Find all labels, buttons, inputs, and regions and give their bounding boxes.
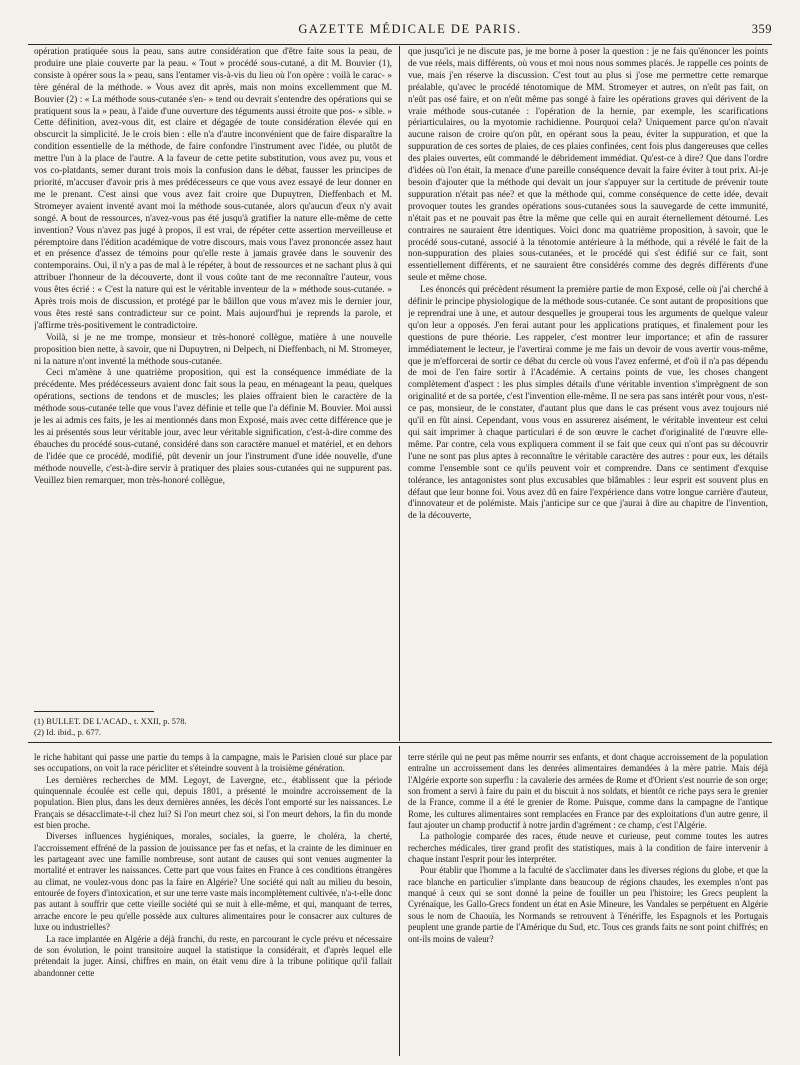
upper-column-divider [399,46,400,741]
upper-left-column [34,47,392,707]
paragraph: Ceci m'amène à une quatrième proposition, qui est la conséquence immédiate de la précédente. Mes prédécesseurs avaient donc fait sous la peau, en ménageant la peau, quelques opérations, sections de tendons et de muscles; les plaies offraient bien le caractère de la méthode sous-cutanée telle que vous l'avez définie et telle que l'a définie M. Bouvier. Moi aussi je les ai admis ces faits, je les ai mentionnés dans mon Exposé, mais avec cette différence que je les ai présentés sous leur véritable jour, avec leur véritable signification, c'est-à-dire comme des ébauches du procédé sous-cutané, considéré dans son caractère manuel et matériel, et en dehors de l'idée que ce procédé, modifié, pût devenir un jour l'instrument d'une idée nouvelle, d'une méthode nouvelle, c'est-à-dire servir à pratiquer des plaies sous-cutanées qui ne suppurent pas. Veuillez bien remarquer, mon très-honoré collègue, [34,368,392,486]
paragraph: Les dernières recherches de MM. Legoyt, de Lavergne, etc., établissent que la période quinquennale écoulée est celle qui, depuis 1801, a présenté le moindre accroissement de la population. Bien plus, dans les deux dernières années, les décès l'ont emporté sur les naissances. Le Français se désacclimate-t-il chez lui? Si l'on meurt chez soi, si l'on meurt dehors, la fin du monde est bien proche. [34,774,392,831]
journal-title: GAZETTE MÉDICALE DE PARIS. [298,22,522,36]
lower-right-column [408,752,768,1052]
page-number: 359 [751,22,772,36]
header-rule [28,44,772,45]
paragraph: Les énoncés qui précèdent résument la première partie de mon Exposé, celle où j'ai cherché à définir le principe physiologique de la méthode sous-cutanée. Ce sont autant de propositions que je reprendrai une à une, et autour desquelles je grouperai tous les arguments de quelque valeur qu'on leur a opposés. J'en ferai autant pour les applications pratiques, et finalement pour les questions de pure théorie. Les rappeler, c'est montrer leur importance; et afin de rassurer immédiatement le lecteur, je l'avertirai comme je me fais un devoir de vous avertir vous-même, que je m'efforcerai de sortir ce débat du cercle où vous l'avez enfermé, et d'où il n'a pas dépendu de moi de l'en faire sortir à l'Académie. A certains points de vue, les choses changent complètement d'aspect : les plus simples détails d'une véritable invention s'imprègnent de son originalité et de sa portée, c'est l'invention elle-même. Il ne sera pas sans intérêt pour vous, n'est-ce pas, monsieur, de le constater, d'autant plus que dans le cas présent vous avez toujours nié qu'il en fût ainsi. Cependant, vous vous en assurerez aisément, le véritable inventeur est celui qui sait imprimer à chaque particulari é de son œuvre le cachet d'originalité de l'œuvre elle-même. Par contre, cela vous expliquera comment il se fait que ceux qui n'ont pas su découvrir l'une ne sont pas plus aptes à reconnaître le véritable caractère des autres : pour eux, les détails comme l'ensemble sont ce qu'ils peuvent voir et comprendre. Dans ce sentiment d'exquise tolérance, les antagonistes sont plus excusables que blâmables : leur esprit est souvent plus en défaut que leur bonne foi. Vous avez dû en faire l'expérience dans votre longue carrière d'auteur, d'innovateur et de polémiste. Mais j'anticipe sur ce que j'aurai à dire au chapitre de l'invention, de la découverte, [408,285,768,522]
footnotes [34,716,392,738]
lower-column-divider [399,746,400,1056]
footnote-rule [34,711,154,712]
section-rule [28,742,772,743]
upper-right-column [408,47,768,740]
footnote: (2) Id. ibid., p. 677. [34,727,102,737]
page-header [48,22,772,42]
paragraph: que jusqu'ici je ne discute pas, je me borne à poser la question : je ne fais qu'énoncer les points de vue réels, mais différents, où vous et moi nous nous sommes placés. Je rappelle ces points de vue, mais j'en réserve la discussion. C'est tout au plus si j'ose me permettre cette remarque préalable, qu'avec le procédé ténotomique de MM. Stromeyer et autres, on n'eût pas fait, on n'eût pas osé faire, et on n'eût même pas songé à faire les opérations graves qui dérivent de la vraie méthode sous-cutanée : l'opération de la hernie, par exemple, les scarifications périarticulaires, ou la myotomie rachidienne. Pourquoi cela? Uniquement parce qu'on n'avait aucune raison de croire qu'on pût, en opérant sous la peau, éviter la suppuration, et que la suppuration de ces sortes de plaies, de ces plaies confinées, cent fois plus dangereuses que celles des plaies ouvertes, eût commandé le débridement immédiat. Qu'est-ce à dire? Que dans l'ordre d'idées où l'on était, la menace d'une pareille conséquence devait la faire éviter à tout prix. Ai-je besoin d'ajouter que la méthode qui devait un jour s'appuyer sur la certitude de prévenir toute suppuration n'était pas née? et que la méthode qui, comme conséquence de cette idée, devait provoquer toutes les grandes opérations sous-cutanées sous la sauvegarde de cette immunité, n'était pas et ne pouvait pas être la même que celle qui en aurait éternellement détourné. Les contraires ne sauraient être identiques. Voici donc ma quatrième proposition, à savoir, que le procédé sous-cutané, associé à la ténotomie antérieure à la méthode, qui a révélé le fait de la non-suppuration des plaies sous-cutanées, et le procédé qui s'est édifié sur ce fait, sont essentiellement différents, et ne sauraient être considérés comme des degrés différents d'une seule et même chose. [408,47,768,284]
paragraph: Pour établir que l'homme a la faculté de s'acclimater dans les diverses régions du globe, et que la race blanche en particulier s'implante dans beaucoup de régions chaudes, les exemples n'ont pas manqué à ceux qui se sont donné la peine de fouiller un peu l'histoire; les Grecs peuplent la Cyrénaïque, les Gallo-Grecs fondent un état en Asie Mineure, les Vandales se perpétuent en Algérie sous le nom de Chaouïa, les Normands se retrouvent à Ténériffe, les Espagnols et les Portugais peuplent une grande partie de l'Amérique du Sud, etc. Tous ces grands faits ne sont point chiffrés; en ont-ils moins de valeur? [408,865,768,944]
paragraph: La pathologie comparée des races, étude neuve et curieuse, peut comme toutes les autres recherches médicales, tirer grand profit des statistiques, mais à la condition de faire intervenir à chaque instant l'esprit pour les interpréter. [408,831,768,865]
paragraph: Voilà, si je ne me trompe, monsieur et très-honoré collègue, matière à une nouvelle proposition bien nette, à savoir, que ni Dupuytren, ni Delpech, ni Dieffenbach, ni M. Stromeyer, ni la nature n'ont inventé la méthode sous-cutanée. [34,332,392,367]
paragraph: La race implantée en Algérie a déjà franchi, du reste, en parcourant le cycle prévu et nécessaire de son évolution, le point transitoire auquel la statistique la considérait, et d'après lequel elle prétendait la juger. Ainsi, chiffres en main, on était venu dire à la tribune politique qu'il fallait abandonner cette [34,933,392,978]
paragraph: terre stérile qui ne peut pas même nourrir ses enfants, et dont chaque accroissement de la population entraîne un accroissement dans les denrées alimentaires demandées à la mère patrie. Mais déjà l'Algérie exporte son superflu : la cavalerie des armées de Rome et d'Orient s'est nourrie de son orge; son froment a servi à faire du pain et du biscuit à nos soldats, et bientôt ce riche pays sera le grenier de la France, comme il a été le grenier de Rome. Puisque, comme dans la campagne de l'antique Rome, les cultures alimentaires sont remplacées en France par des exploitations d'un autre genre, il faut ajouter un champ productif à notre jardin d'agrément : ce champ, c'est l'Algérie. [408,752,768,831]
lower-left-column [34,752,392,1052]
paragraph: Diverses influences hygiéniques, morales, sociales, la guerre, le choléra, la cherté, l'accroissement effréné de la passion de jouissance per fas et nefas, et la crainte de les diminuer en les partageant avec une famille nombreuse, sont autant de causes qui sont venues augmenter la mortalité et entraver les naissances. Cette part que vous faites en France à ces conditions étrangères au climat, ne voulez-vous donc pas la faire en Algérie? Une société qui naît au milieu du besoin, entourée de foyers d'intoxication, et sur une terre vaste mais incomplètement cultivée, n'a-t-elle donc pas autant à souffrir que cette vieille société qui se nuit à elle-même, et qui, manquant de terres, arrache encore le peu qu'elle possède aux cultures alimentaires pour le consacrer aux cultures de luxe ou industrielles? [34,831,392,933]
paragraph: opération pratiquée sous la peau, sans autre considération que d'être faite sous la peau, de produire une plaie couverte par la peau. « Tout » procédé sous-cutané, a dit M. Bouvier (1), consiste à opérer sous la » peau, sans l'entamer vis-à-vis du lieu où l'on opère : voilà le carac- » tère général de la méthode. » Vous avez dit après, mais non moins excellemment que M. Bouvier (2) : « La méthode sous-cutanée s'en- » tend ou devrait s'entendre des opérations qui se pratiquent sous la » peau, à l'aide d'une ouverture des téguments aussi étroite que pos- » sible. » Cette définition, avez-vous dit, est claire et dégagée de toute considération élevée qui en obscurcit la simplicité. Je le crois bien : elle n'a d'autre inconvénient que de faire disparaître la condition essentielle de la méthode, de faire confondre l'instrument avec l'idée, ou plutôt de mettre l'un à la place de l'autre. A la faveur de cette petite substitution, vous avez pu, vous et vos co-platdants, semer durant trois mois la confusion dans le débat, fausser les principes de priorité, m'accuser d'avoir pris à mes prédécesseurs ce que vous avez essayé de leur donner en me le prenant. C'est ainsi que vous avez fait croire que Dupuytren, Dieffenbach et M. Stromeyer avaient inventé avant moi la méthode sous-cutanée, alors qu'aucun d'eux n'y avait songé. A bout de ressources, n'avez-vous pas été jusqu'à gratifier la nature elle-même de cette invention? Vous n'avez pas jugé à propos, il est vrai, de répéter cette assertion merveilleuse et péremptoire dans l'édition académique de votre discours, mais vous l'avez prononcée assez haut et en présence d'assez de témoins pour qu'elle reste à jamais gravée dans le souvenir des contemporains. Oui, il n'y a pas de mal à le répéter, à bout de ressources et ne sachant plus à qui attribuer l'honneur de la découverte, dont il vous coûte tant de me reconnaître l'auteur, vous vous êtes écrié : « C'est la nature qui est le véritable inventeur de la » méthode sous-cutanée. » Après trois mois de discussion, et protégé par le bâillon que vous m'avez mis le dernier jour, vous êtes resté sans contradicteur sur ce point. Mais aujourd'hui je reprends la parole, et j'affirme très-positivement le contradictoire. [34,47,392,331]
footnote: (1) BULLET. DE L'ACAD., t. XXII, p. 578. [34,716,187,726]
paragraph: le riche habitant qui passe une partie du temps à la campagne, mais le Parisien cloué sur place par ses occupations, on voit la race péricliter et s'éteindre souvent à la troisième génération. [34,752,392,774]
